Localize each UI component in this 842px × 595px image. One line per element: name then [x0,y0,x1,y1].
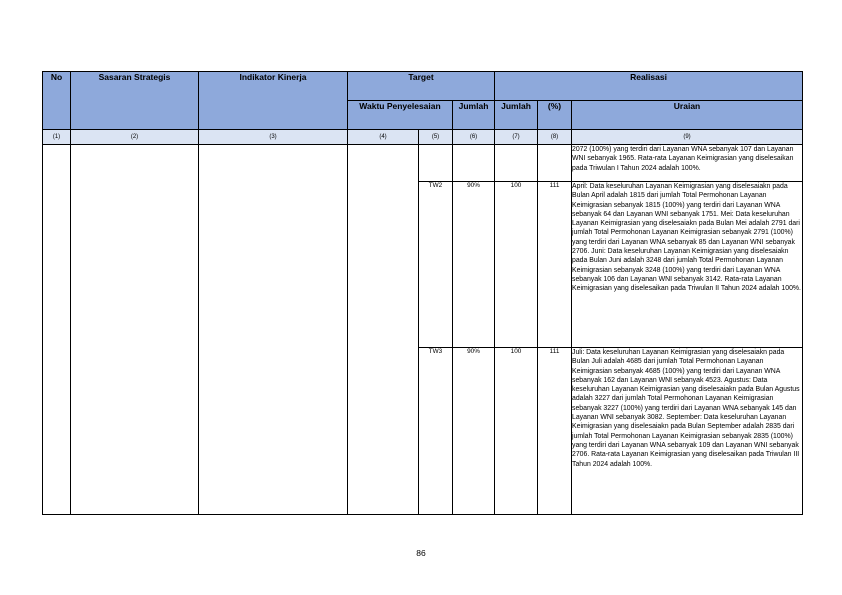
persen-cell: 111 [538,348,572,515]
sasaran-strategis-cell [71,145,199,515]
page-number: 86 [416,548,426,558]
header-jumlah-realisasi: Jumlah [495,101,538,130]
uraian-cell: 2072 (100%) yang terdiri dari Layanan WNA sebanyak 107 dan Layanan WNI sebanyak 1965. Rata-rata Layanan Keimigrasian yang diselesaikan pada Triwulan I Tahun 2024 adalah 100%. [572,145,803,182]
target-cell: 90% [453,348,495,515]
tw-cell: TW3 [419,348,453,515]
target-cell: 90% [453,182,495,348]
persen-cell: 111 [538,182,572,348]
column-number: (6) [453,130,495,145]
column-number: (1) [43,130,71,145]
header-uraian: Uraian [572,101,803,130]
header-persen: (%) [538,101,572,130]
header-row-1 [43,72,803,101]
jumlah-cell: 100 [495,182,538,348]
persen-cell [538,145,572,182]
jumlah-cell: 100 [495,348,538,515]
uraian-cell: April: Data keseluruhan Layanan Keimigrasian yang diselesaiakn pada Bulan April adalah 1815 dari jumlah Total Permohonan Layanan Keimigrasian sebanyak 1815 (100%) yang terdiri dari Layanan WNA sebanyak 64 dan Layanan WNI sebanyak 1751. Mei: Data keseluruhan Layanan Keimigrasian yang diselesaiakn pada Bulan Mei adalah 2791 dari jumlah Total Permohonan Layanan Keimigrasian sebanyak 2791 (100%) yang terdiri dari Layanan WNA sebanyak 85 dan Layanan WNI sebanyak 2706. Juni: Data keseluruhan Layanan Keimigrasian yang diselesaiakn pada Bulan Juni adalah 3248 dari jumlah Total Permohonan Layanan Keimigrasian sebanyak 3248 (100%) yang terdiri dari Layanan WNA sebanyak 106 dan Layanan WNI sebanyak 3142. Rata-rata Layanan Keimigrasian yang diselesaikan pada Triwulan II Tahun 2024 adalah 100%. [572,182,803,348]
header-indikator-kinerja: Indikator Kinerja [199,72,348,130]
header-waktu-penyelesaian: Waktu Penyelesaian [348,101,453,130]
header-target: Target [348,72,495,101]
column-number: (3) [199,130,348,145]
header-sasaran-strategis: Sasaran Strategis [71,72,199,130]
jumlah-cell [495,145,538,182]
performance-table [42,71,803,515]
column-number: (9) [572,130,803,145]
header-jumlah-target: Jumlah [453,101,495,130]
waktu-cell [348,145,419,515]
no-cell [43,145,71,515]
column-number: (4) [348,130,419,145]
target-cell [453,145,495,182]
header-no: No [43,72,71,130]
table-row [43,145,803,182]
uraian-cell: Juli: Data keseluruhan Layanan Keimigrasian yang diselesaiakn pada Bulan Juli adalah 4685 dari jumlah Total Permohonan Layanan Keimigrasian sebanyak 4685 (100%) yang terdiri dari Layanan WNA sebanyak 162 dan Layanan WNI sebanyak 4523. Agustus: Data keseluruhan Layanan Keimigrasian yang diselesaiakn pada Bulan Agustus adalah 3227 dari jumlah Total Permohonan Layanan Keimigrasian sebanyak 3227 (100%) yang terdiri dari Layanan WNA sebanyak 145 dan Layanan WNI sebanyak 3082. September: Data keseluruhan Layanan Keimigrasian yang diselesaiakn pada Bulan September adalah 2835 dari jumlah Total Permohonan Layanan Keimigrasian sebanyak 2835 (100%) yang terdiri dari Layanan WNA sebanyak 109 dan Layanan WNI sebanyak 2706. Rata-rata Layanan Keimigrasian yang diselesaikan pada Triwulan III Tahun 2024 adalah 100%. [572,348,803,515]
indikator-kinerja-cell [199,145,348,515]
column-number-row [43,130,803,145]
tw-cell: TW2 [419,182,453,348]
column-number: (5) [419,130,453,145]
header-realisasi: Realisasi [495,72,803,101]
column-number: (7) [495,130,538,145]
column-number: (8) [538,130,572,145]
tw-cell [419,145,453,182]
column-number: (2) [71,130,199,145]
